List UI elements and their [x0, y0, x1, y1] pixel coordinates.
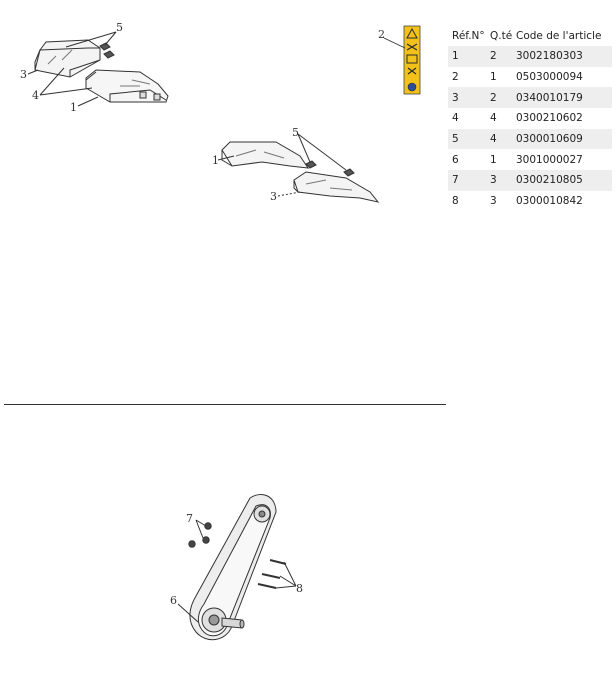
bolt-group [258, 560, 286, 588]
shield-plate-middle-lower [294, 172, 378, 202]
header-ref: Réf.N° [452, 30, 485, 42]
cell-code: 0300210602 [516, 112, 583, 125]
cell-code: 0300210805 [516, 170, 612, 191]
cell-code: 0340010179 [516, 87, 612, 108]
cell-ref: 3 [448, 87, 490, 108]
cell-code: 0300010609 [516, 129, 612, 150]
cell-qty: 2 [490, 46, 516, 67]
cell-qty: 2 [490, 87, 516, 108]
safety-label-icon [404, 26, 420, 94]
table-row [448, 129, 612, 150]
callout-3-middle: 3 [270, 190, 277, 203]
table-row [448, 67, 612, 88]
callout-1-top: 1 [70, 101, 77, 114]
shield-plate-lower [86, 70, 168, 102]
cell-ref: 2 [452, 71, 459, 84]
table-row [448, 191, 612, 212]
callout-5-top: 5 [116, 21, 123, 34]
shield-plate-upper [35, 40, 100, 77]
cell-qty: 3 [490, 170, 516, 191]
cell-ref: 5 [448, 129, 490, 150]
cell-qty: 1 [490, 153, 497, 166]
bolt-pair [100, 43, 114, 58]
cell-code: 3001000027 [516, 153, 583, 166]
middle-assembly [218, 134, 378, 202]
cell-qty: 1 [490, 71, 497, 84]
callout-1-middle: 1 [212, 154, 219, 167]
top-left-assembly [28, 32, 168, 106]
callout-4-top: 4 [32, 89, 39, 102]
callout-2: 2 [378, 28, 385, 41]
cell-ref: 8 [452, 195, 459, 208]
table-row [448, 149, 612, 170]
table-row [448, 108, 612, 129]
table-row [448, 87, 612, 108]
cell-ref: 6 [452, 153, 459, 166]
header-qty: Q.té [490, 30, 513, 42]
cell-code: 3002180303 [516, 46, 612, 67]
callout-5-middle: 5 [292, 126, 299, 139]
callout-8: 8 [296, 582, 303, 595]
callout-7: 7 [186, 512, 193, 525]
cell-qty: 4 [490, 112, 497, 125]
callout-6: 6 [170, 594, 177, 607]
cell-code: 0503000094 [516, 71, 583, 84]
table-row [448, 170, 612, 191]
cell-qty: 4 [490, 129, 516, 150]
chain-case-housing [190, 494, 276, 639]
table-row [448, 46, 612, 67]
parts-table-header [448, 26, 612, 46]
cell-qty: 3 [490, 195, 497, 208]
callout-3-top: 3 [20, 68, 27, 81]
cell-ref: 7 [448, 170, 490, 191]
output-shaft [222, 618, 244, 628]
nut-group [189, 523, 211, 547]
cell-ref: 1 [448, 46, 490, 67]
cell-code: 0300010842 [516, 195, 583, 208]
cell-ref: 4 [452, 112, 459, 125]
shield-plate-middle-upper [222, 142, 308, 168]
chain-case-assembly [178, 494, 296, 639]
header-code: Code de l'article [516, 30, 602, 42]
parts-table [448, 26, 612, 212]
section-divider [4, 404, 446, 405]
